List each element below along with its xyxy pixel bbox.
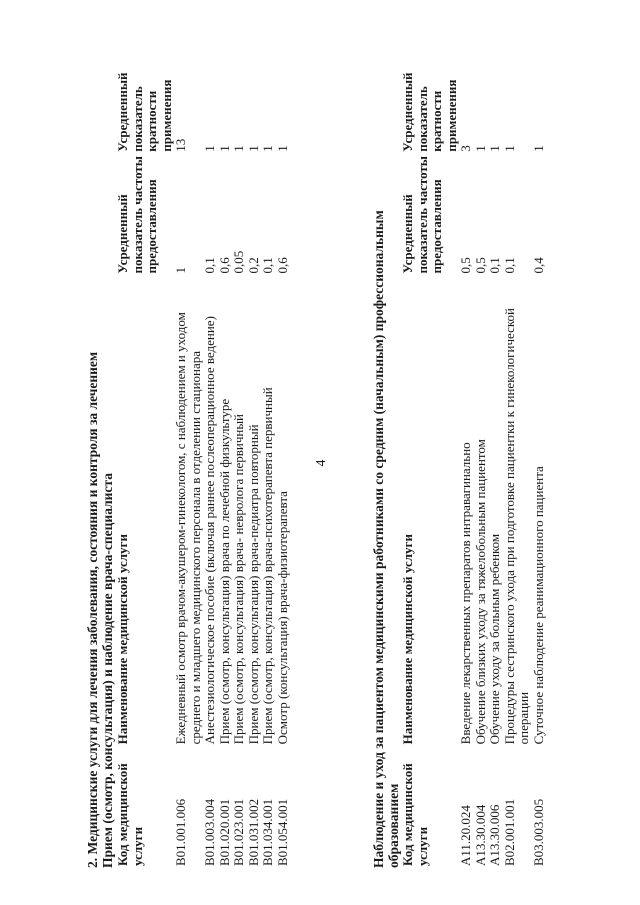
rotated-content xyxy=(85,28,640,868)
cell-freq: 0,5 xyxy=(458,257,473,274)
table-row xyxy=(218,33,233,868)
cell-name: Прием (осмотр, консультация) врача- невролога первичный xyxy=(231,413,246,745)
table-header-row xyxy=(401,33,459,868)
header-mult: Усредненный показатель кратности применения xyxy=(400,72,459,152)
page-number: 4 xyxy=(314,459,329,467)
cell-freq: 0,05 xyxy=(231,250,246,274)
cell-name: Обучение уходу за больным ребенком xyxy=(487,533,502,745)
cell-freq: 0,1 xyxy=(501,257,517,274)
section-title: 2. Медицинские услуги для лечения заболевания, состояния и контроля за лечением xyxy=(85,351,100,868)
table-row xyxy=(276,33,291,868)
table-row xyxy=(261,33,276,868)
table-row xyxy=(532,33,547,868)
table-row xyxy=(247,33,262,868)
cell-code: B01.020.001 xyxy=(216,798,232,866)
header-code: Код медицинской услуги xyxy=(400,763,430,866)
cell-name: Процедуры сестринского ухода при подготовке пациентки к гинекологической операции xyxy=(501,308,531,745)
table-row xyxy=(474,33,489,868)
cell-mult: 1 xyxy=(274,145,290,152)
cell-mult: 3 xyxy=(458,145,473,152)
cell-code: B01.031.002 xyxy=(245,798,261,866)
cell-code: B01.023.001 xyxy=(231,798,246,866)
cell-mult: 1 xyxy=(472,145,488,152)
cell-name: Суточное наблюдение реанимационного пациента xyxy=(530,466,546,745)
cell-code: B01.034.001 xyxy=(260,798,275,866)
cell-mult: 1 xyxy=(501,145,517,152)
cell-name: Осмотр (консультация) врача-физиотерапевта xyxy=(274,491,290,745)
header-name: Наименование медицинской услуги xyxy=(400,534,415,745)
table-row xyxy=(488,33,503,868)
cell-code: B01.001.006 xyxy=(173,798,188,866)
cell-mult: 1 xyxy=(260,145,275,152)
header-name: Наименование медицинской услуги xyxy=(115,534,130,745)
cell-code: B01.054.001 xyxy=(274,798,290,866)
cell-code: A13.30.004 xyxy=(472,804,488,866)
section-subtitle-nursing: Наблюдение и уход за пациентом медицинскими работниками со средним (начальным) профессиональным xyxy=(371,210,386,868)
cell-freq: 0,6 xyxy=(274,257,290,274)
cell-freq: 0,1 xyxy=(260,257,275,274)
cell-mult: 1 xyxy=(487,145,502,152)
cell-name: Прием (осмотр, консультация) врача по лечебной физкультуре xyxy=(216,398,232,745)
document-body xyxy=(85,28,640,868)
consultation-table xyxy=(116,33,290,868)
cell-freq: 0,1 xyxy=(202,257,217,274)
cell-mult: 1 xyxy=(245,145,261,152)
cell-freq: 0,6 xyxy=(216,257,232,274)
cell-code: A13.30.006 xyxy=(487,804,502,866)
cell-freq: 0,1 xyxy=(487,257,502,274)
cell-mult: 1 xyxy=(530,145,546,152)
header-code: Код медицинской услуги xyxy=(115,763,145,866)
cell-name: Прием (осмотр, консультация) врача-психотерапевта первичный xyxy=(260,387,275,745)
section-subtitle-consultation: Прием (осмотр, консультация) и наблюдение врача-специалиста xyxy=(100,473,115,868)
table-row xyxy=(503,33,532,868)
cell-freq: 1 xyxy=(173,266,188,274)
cell-name: Прием (осмотр, консультация) врача-педиатра повторный xyxy=(245,424,261,745)
cell-code: A11.20.024 xyxy=(458,805,473,866)
table-row xyxy=(203,33,218,868)
cell-name: Обучение близких уходу за тяжелобольным пациентом xyxy=(472,439,488,745)
cell-freq: 0,2 xyxy=(245,257,261,274)
cell-code: B01.003.004 xyxy=(202,798,217,866)
header-freq: Усредненный показатель частоты предоставления xyxy=(115,156,159,274)
nursing-table xyxy=(401,33,546,868)
header-mult: Усредненный показатель кратности применения xyxy=(115,72,174,152)
cell-name: Анестезиологическое пособие (включая раннее послеоперационное ведение) xyxy=(202,316,217,745)
table-header-row xyxy=(116,33,174,868)
cell-name: Ежедневный осмотр врачом-акушером-гинекологом, с наблюдением и уходом среднего и младшего медицинского персонала в отделении стационара xyxy=(173,312,203,745)
table-row xyxy=(174,33,203,868)
table-row xyxy=(459,33,474,868)
cell-mult: 13 xyxy=(173,138,188,152)
header-freq: Усредненный показатель частоты предоставления xyxy=(400,156,444,274)
cell-code: B02.001.001 xyxy=(501,798,517,866)
table-row xyxy=(232,33,247,868)
cell-mult: 1 xyxy=(231,145,246,152)
cell-freq: 0,5 xyxy=(472,257,488,274)
cell-code: B03.003.005 xyxy=(530,798,546,866)
cell-mult: 1 xyxy=(202,145,217,152)
cell-freq: 0,4 xyxy=(530,257,546,274)
section-subtitle-nursing-cont: образованием xyxy=(386,783,401,868)
cell-name: Введение лекарственных препаратов интравагинально xyxy=(458,442,473,745)
cell-mult: 1 xyxy=(216,145,232,152)
